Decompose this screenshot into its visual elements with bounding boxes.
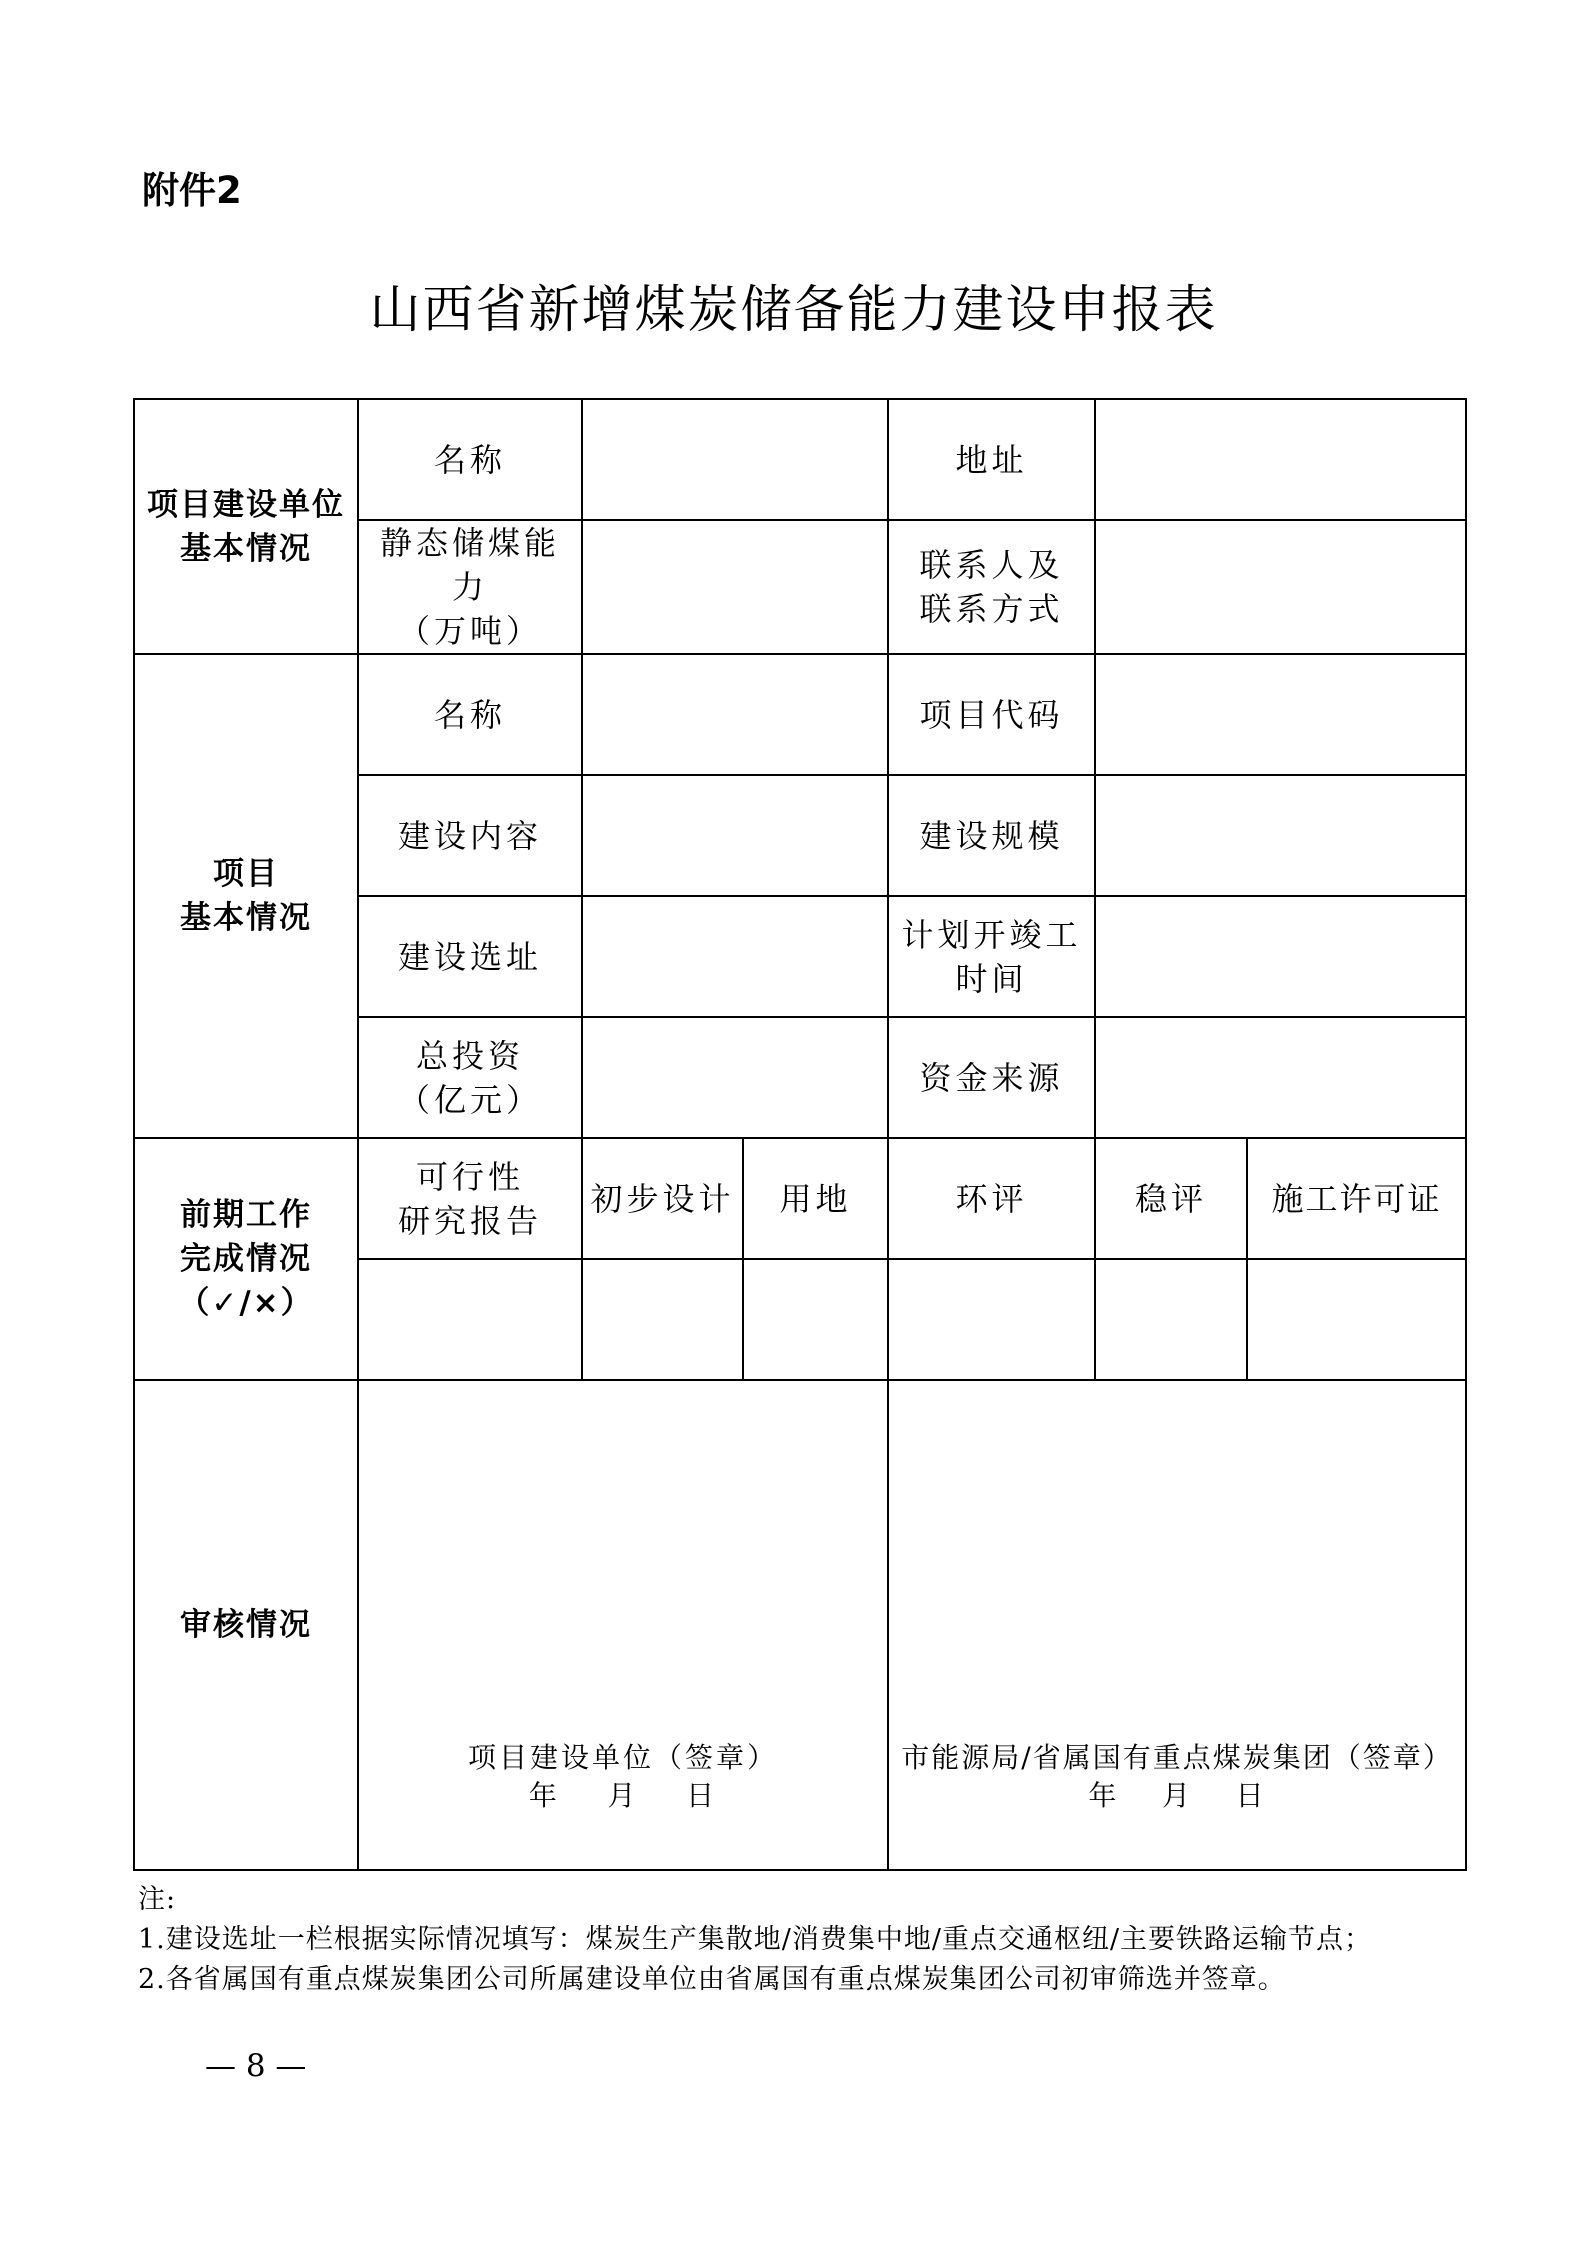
label-construction-site: 建设选址: [358, 896, 582, 1017]
label-construction-scale: 建设规模: [888, 775, 1095, 896]
section-project-info: [134, 654, 358, 1138]
label-unit-address: 地址: [888, 399, 1095, 520]
field-construction-scale[interactable]: [1095, 775, 1466, 896]
section-line: 前期工作: [180, 1197, 312, 1233]
label-line: （万吨）: [397, 612, 542, 650]
bureau-signature-date: 年 月 日: [1088, 1779, 1266, 1812]
table-row: [134, 654, 1466, 775]
label-preliminary-design: 初步设计: [582, 1138, 743, 1259]
table-row: [134, 1380, 1466, 1870]
section-line: 基本情况: [180, 900, 312, 936]
label-eia: 环评: [888, 1138, 1095, 1259]
label-line: （亿元）: [397, 1080, 542, 1119]
field-unit-name[interactable]: [582, 399, 888, 520]
field-construction-content[interactable]: [582, 775, 888, 896]
unit-signature-label: 项目建设单位（签章）: [467, 1741, 778, 1774]
field-total-investment[interactable]: [582, 1017, 888, 1138]
label-line: 计划开竣工: [901, 915, 1082, 954]
label-land: 用地: [743, 1138, 888, 1259]
table-row: [134, 399, 1466, 520]
label-project-name: 名称: [358, 654, 582, 775]
field-funding-source[interactable]: [1095, 1017, 1466, 1138]
attachment-label: 附件2: [142, 169, 242, 212]
label-contact: [888, 520, 1095, 654]
form-title: 山西省新增煤炭储备能力建设申报表: [369, 281, 1218, 340]
label-construction-content: 建设内容: [358, 775, 582, 896]
label-feasibility: [358, 1138, 582, 1259]
field-construction-site[interactable]: [582, 896, 888, 1017]
label-funding-source: 资金来源: [888, 1017, 1095, 1138]
bureau-signature-cell[interactable]: [888, 1380, 1466, 1870]
field-project-code[interactable]: [1095, 654, 1466, 775]
section-unit-info: 项目建设单位基本情况: [134, 399, 358, 654]
section-line: 完成情况: [180, 1241, 312, 1277]
field-schedule[interactable]: [1095, 896, 1466, 1017]
label-storage-capacity: [358, 520, 582, 654]
label-line: 可行性: [415, 1157, 524, 1196]
label-stability: 稳评: [1095, 1138, 1247, 1259]
label-line: 联系人及: [919, 546, 1064, 584]
check-feasibility[interactable]: [358, 1259, 582, 1380]
note-item: 2.各省属国有重点煤炭集团公司所属建设单位由省属国有重点煤炭集团公司初审筛选并签章。: [138, 1964, 1286, 1995]
notes: [138, 1880, 1372, 2000]
section-line: （✓/×）: [178, 1285, 314, 1321]
label-schedule: [888, 896, 1095, 1017]
field-contact[interactable]: [1095, 520, 1466, 654]
unit-signature-cell[interactable]: [358, 1380, 888, 1870]
section-prelim-work: [134, 1138, 358, 1380]
field-project-name[interactable]: [582, 654, 888, 775]
check-construction-permit[interactable]: [1247, 1259, 1466, 1380]
field-storage-capacity[interactable]: [582, 520, 888, 654]
table-row: [134, 1138, 1466, 1259]
label-project-code: 项目代码: [888, 654, 1095, 775]
page-number: — 8 —: [205, 2048, 307, 2084]
label-total-investment: [358, 1017, 582, 1138]
check-stability[interactable]: [1095, 1259, 1247, 1380]
application-form-table: [133, 398, 1467, 1871]
label-construction-permit: 施工许可证: [1247, 1138, 1466, 1259]
label-line: 联系方式: [919, 590, 1064, 628]
label-line: 静态储煤能力: [379, 524, 560, 606]
label-line: 研究报告: [397, 1201, 542, 1240]
section-review: 审核情况: [134, 1380, 358, 1870]
notes-heading: 注:: [138, 1884, 177, 1915]
unit-signature-date: 年 月 日: [528, 1779, 718, 1812]
note-item: 1.建设选址一栏根据实际情况填写：煤炭生产集散地/消费集中地/重点交通枢纽/主要铁路运输节点；: [138, 1924, 1373, 1955]
label-unit-name: 名称: [358, 399, 582, 520]
field-unit-address[interactable]: [1095, 399, 1466, 520]
section-line: 项目: [213, 856, 279, 892]
bureau-signature-label: 市能源局/省属国有重点煤炭集团（签章）: [901, 1741, 1453, 1774]
check-land[interactable]: [743, 1259, 888, 1380]
check-eia[interactable]: [888, 1259, 1095, 1380]
check-preliminary-design[interactable]: [582, 1259, 743, 1380]
label-line: 时间: [955, 959, 1028, 998]
label-line: 总投资: [415, 1036, 524, 1075]
